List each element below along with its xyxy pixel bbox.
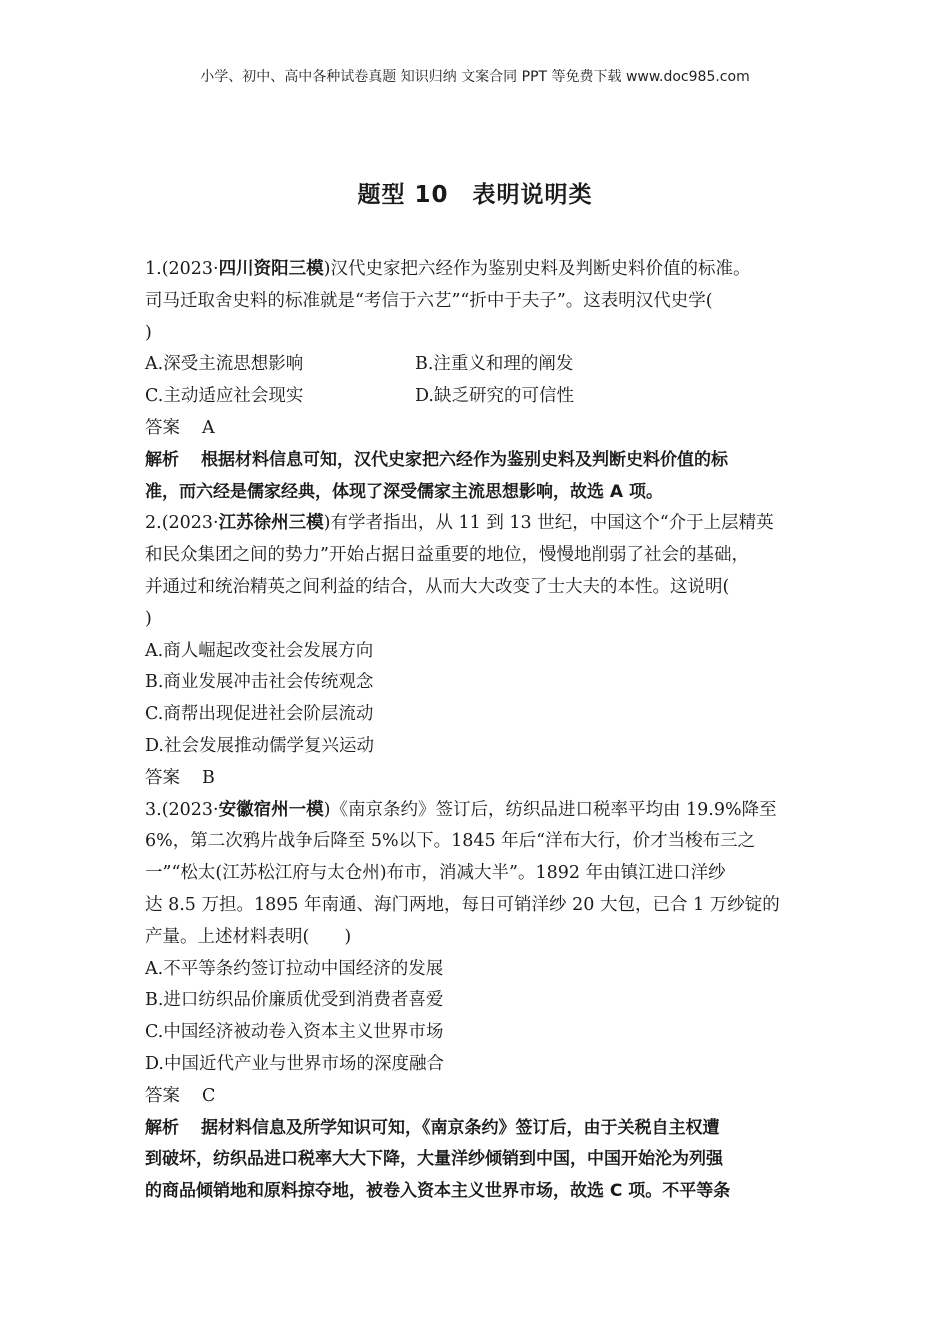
question-1-option-b: B.注重义和理的阐发 [415,354,574,375]
question-2-source: 江苏徐州三模 [218,513,324,534]
question-3-option-b: B.进口纺织品价廉质优受到消费者喜爱 [145,990,444,1011]
answer-value: C [202,1085,216,1106]
question-1-answer [145,413,810,445]
question-3-stem-line-5: 产量。上述材料表明( ) [145,926,352,947]
question-1-option-c: C.主动适应社会现实 [145,386,304,407]
question-3-stem-text: )《南京条约》签订后，纺织品进口税率平均由 19.9%降至 [323,799,777,820]
question-2-option-a: A.商人崛起改变社会发展方向 [145,640,374,661]
question-1-option-a: A.深受主流思想影响 [145,354,304,375]
explanation-text: 根据材料信息可知，汉代史家把六经作为鉴别史料及判断史料价值的标 [201,449,728,470]
question-2-stem-line-2: 和民众集团之间的势力”开始占据日益重要的地位，慢慢地削弱了社会的基础， [145,545,749,566]
question-1-options-row-2 [145,381,810,413]
question-2-answer [145,763,810,795]
explanation-label: 解析 [145,1117,179,1138]
question-3-option-a: A.不平等条约签订拉动中国经济的发展 [145,958,444,979]
answer-label: 答案 [145,417,180,438]
question-2-stem-line-4: ) [145,608,152,629]
question-1-stem-line-2: 司马迁取舍史料的标准就是“考信于六艺”“折中于夫子”。这表明汉代史学( [145,290,713,311]
question-3-number: 3.(2023· [145,799,219,820]
question-1-options-row-1 [145,349,810,381]
document-body [145,254,810,1208]
question-2-stem-text: )有学者指出，从 11 到 13 世纪，中国这个“介于上层精英 [323,513,774,534]
question-2-stem-line-3: 并通过和统治精英之间利益的结合，从而大大改变了士大夫的本性。这说明( [145,576,730,597]
question-2-option-b: B.商业发展冲击社会传统观念 [145,672,374,693]
question-2 [145,508,810,794]
question-3-stem-line-2: 6%，第二次鸦片战争后降至 5%以下。1845 年后“洋布大行，价才当梭布三之 [145,831,756,852]
question-1-number: 1.(2023· [145,259,219,279]
question-3 [145,795,810,1208]
answer-value: B [202,767,215,788]
question-1-stem-line-3: ) [145,322,152,343]
question-3-option-c: C.中国经济被动卷入资本主义世界市场 [145,1022,444,1043]
question-3-source: 安徽宿州一模 [218,799,324,820]
question-1-option-d: D.缺乏研究的可信性 [415,386,574,407]
question-2-stem-line-1 [145,508,810,540]
question-2-option-d: D.社会发展推动儒学复兴运动 [145,735,374,756]
explanation-label: 解析 [145,449,179,470]
answer-value: A [202,417,215,438]
question-1-explanation-line-2: 准，而六经是儒家经典，体现了深受儒家主流思想影响，故选 A 项。 [145,481,663,502]
question-3-stem-line-1 [145,795,810,827]
question-1-explanation-line-1 [145,445,810,477]
question-3-stem-line-4: 达 8.5 万担。1895 年南通、海门两地，每日可销洋纱 20 大包，已合 1 万纱锭的 [145,894,780,915]
question-2-option-c: C.商帮出现促进社会阶层流动 [145,704,374,725]
question-3-explanation-line-1 [145,1113,810,1145]
question-3-answer [145,1081,810,1113]
question-3-stem-line-3: 一”“松太(江苏松江府与太仓州)布市，消减大半”。1892 年由镇江进口洋纱 [145,863,726,884]
question-1-source: 四川资阳三模 [218,259,324,279]
question-3-explanation-line-3: 的商品倾销地和原料掠夺地，被卷入资本主义世界市场，故选 C 项。不平等条 [145,1181,731,1202]
question-1 [145,254,810,508]
answer-label: 答案 [145,767,180,788]
explanation-text: 据材料信息及所学知识可知，《南京条约》签订后，由于关税自主权遭 [201,1117,720,1138]
page-header: 小学、初中、高中各种试卷真题 知识归纳 文案合同 PPT 等免费下载 www.doc985.com [200,69,750,85]
page-title: 题型 10 表明说明类 [357,182,593,208]
answer-label: 答案 [145,1085,180,1106]
question-3-explanation-line-2: 到破坏，纺织品进口税率大大下降，大量洋纱倾销到中国，中国开始沦为列强 [145,1149,723,1170]
question-2-number: 2.(2023· [145,513,219,534]
question-3-option-d: D.中国近代产业与世界市场的深度融合 [145,1053,444,1074]
question-1-stem-line-1 [145,254,810,286]
question-1-stem-text: )汉代史家把六经作为鉴别史料及判断史料价值的标准。 [323,259,751,279]
